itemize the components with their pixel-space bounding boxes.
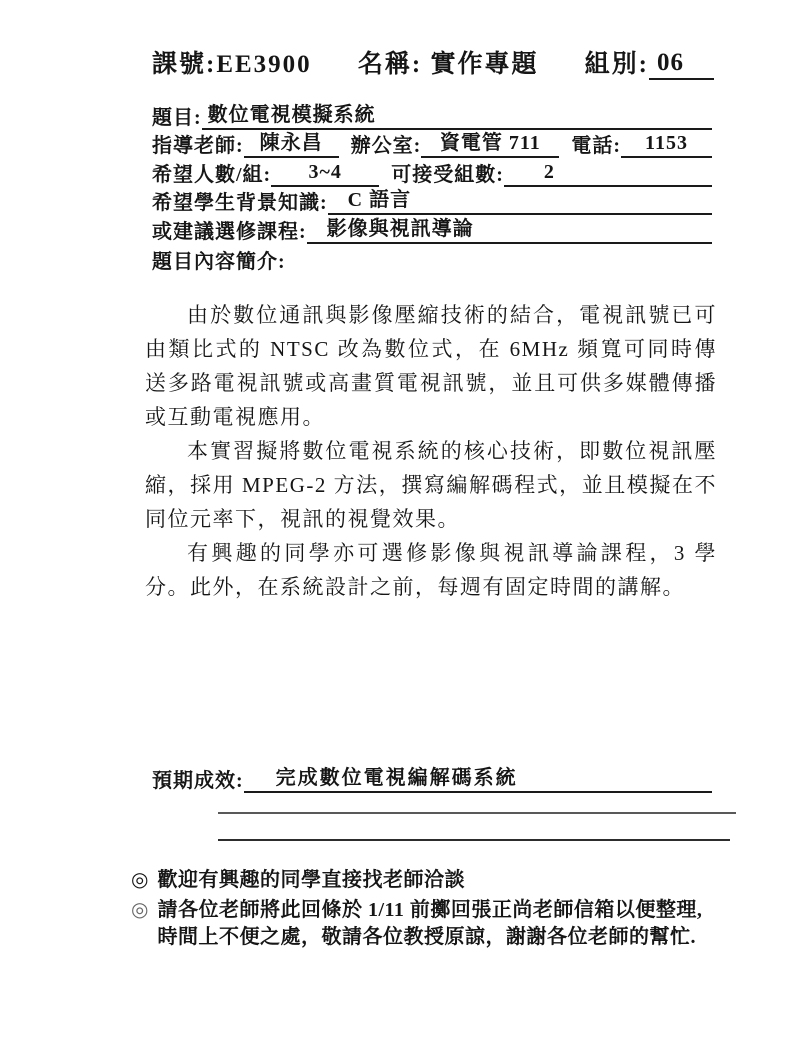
note-return-slip-text: 請各位老師將此回條於 1/11 前擲回張正尚老師信箱以便整理, 時間上不便之處，敬請各位教授原諒，謝謝各位老師的幫忙. [157, 899, 703, 948]
course-name [358, 44, 539, 80]
footer-notes [131, 867, 719, 954]
expected-outcome-label: 預期成效: [152, 770, 244, 792]
title-label: 題目: [152, 106, 202, 129]
group-number-value: 06 [649, 49, 714, 80]
project-description [145, 298, 717, 604]
form-row-intro-heading [152, 246, 712, 275]
course-number-value: EE3900 [216, 51, 312, 78]
project-form [152, 101, 712, 274]
group-number [585, 44, 714, 80]
description-paragraph-1: 由於數位通訊與影像壓縮技術的結合，電視訊號已可由類比式的 NTSC 改為數位式，在 6MHz 頻寬可同時傳送多路電視訊號或高畫質電視訊號，並且可供多媒體傳播或互動電視應用。 [145, 303, 717, 429]
expected-outcome-row [152, 761, 712, 793]
advisor-label: 指導老師: [152, 135, 244, 157]
form-row-elective [152, 215, 712, 244]
course-name-value: 實作專題 [430, 51, 539, 78]
title-field: 數位電視模擬系統 [202, 98, 712, 130]
course-name-label: 名稱: [357, 51, 423, 78]
document-header [152, 44, 714, 80]
description-paragraph-3: 有興趣的同學亦可選修影像與視訊導論課程，3 學分。此外，在系統設計之前，每週有固定時間的講解。 [145, 541, 717, 599]
expected-outcome-field: 完成數位電視編解碼系統 [244, 761, 712, 793]
empty-answer-line [218, 812, 736, 814]
background-knowledge-label: 希望學生背景知識: [152, 192, 328, 214]
accepted-groups-label: 可接受組數: [391, 163, 504, 186]
description-paragraph-2: 本實習擬將數位電視系統的核心技術，即數位視訊壓縮，採用 MPEG-2 方法，撰寫編解碼程式，並且模擬在不同位元率下，視訊的視覺效果。 [145, 439, 717, 531]
intro-heading: 題目內容簡介: [152, 251, 286, 273]
course-number [152, 44, 312, 80]
phone-field: 1153 [621, 132, 712, 158]
course-number-label: 課號: [152, 51, 217, 78]
elective-course-label: 或建議選修課程: [152, 220, 307, 243]
people-per-group-field: 3~4 [271, 161, 379, 187]
accepted-groups-field: 2 [504, 161, 712, 187]
note-return-slip [131, 897, 719, 951]
office-field: 資電管 711 [421, 126, 559, 158]
dotted-circle-icon: ◎ [131, 899, 149, 921]
advisor-field: 陳永昌 [244, 126, 339, 158]
empty-answer-line [218, 839, 730, 841]
note-welcome-text: 歡迎有興趣的同學直接找老師洽談 [157, 869, 465, 891]
background-knowledge-field: C 語言 [328, 183, 712, 215]
group-number-label: 組別: [584, 51, 649, 78]
people-per-group-label: 希望人數/組: [152, 163, 272, 186]
bullseye-circle-icon: ◎ [131, 869, 149, 891]
elective-course-field: 影像與視訊導論 [307, 212, 712, 244]
form-row-advisor [152, 130, 712, 159]
note-welcome [131, 867, 719, 894]
phone-label: 電話: [571, 135, 622, 157]
office-label: 辦公室: [350, 135, 422, 157]
